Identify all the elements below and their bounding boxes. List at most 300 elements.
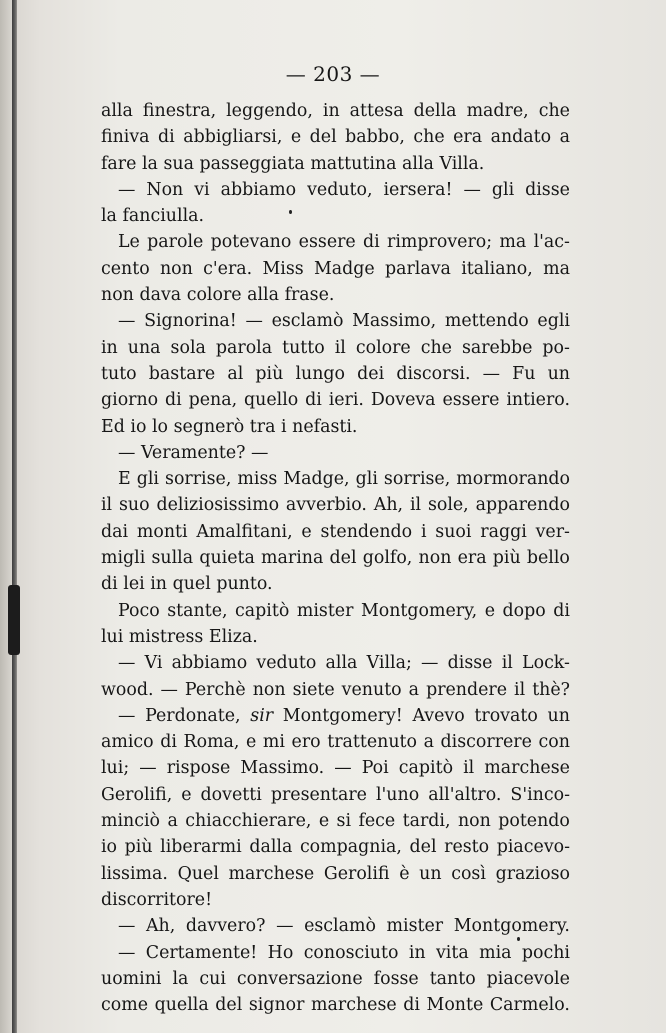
text-line xyxy=(101,203,570,229)
word: mormorando xyxy=(456,469,570,490)
word: sarebbe xyxy=(461,337,533,358)
word: capitò xyxy=(398,758,454,779)
word: quel xyxy=(172,574,211,595)
word: venuto xyxy=(341,679,402,700)
word: lui; xyxy=(101,758,130,779)
word: colore xyxy=(355,337,411,358)
word: punto. xyxy=(216,574,273,595)
word: bello xyxy=(526,548,570,569)
word: sola xyxy=(170,337,206,358)
word: io xyxy=(130,416,147,437)
word: Ho xyxy=(267,942,294,963)
word: dalla xyxy=(249,837,293,858)
word: di xyxy=(158,127,175,148)
word: alla xyxy=(101,101,133,121)
word: sorrise, xyxy=(383,469,451,490)
word: intiero. xyxy=(506,390,570,411)
word: lui xyxy=(101,626,124,647)
word: — xyxy=(421,653,439,674)
word: con xyxy=(538,732,570,753)
word: nefasti. xyxy=(292,416,358,437)
word: come xyxy=(101,995,148,1016)
word: — xyxy=(118,442,136,463)
word: — xyxy=(160,679,178,700)
word: finiva xyxy=(101,127,150,148)
word: Certamente! xyxy=(145,942,258,963)
text-line xyxy=(101,913,570,939)
word: Fu xyxy=(512,363,536,384)
word: non xyxy=(101,285,134,306)
word: del xyxy=(309,127,337,148)
word: trattenuto xyxy=(327,732,418,753)
word: prendere xyxy=(426,679,508,700)
text-line xyxy=(101,861,570,887)
word: a xyxy=(559,127,570,148)
word: mattutina xyxy=(310,153,397,174)
word: i xyxy=(420,521,427,542)
word: era xyxy=(457,548,487,569)
word: fece xyxy=(358,811,396,832)
word: parola xyxy=(215,337,273,358)
text-line xyxy=(101,335,570,361)
word: Monte xyxy=(426,995,484,1016)
word: — xyxy=(118,311,136,332)
text-line xyxy=(101,887,570,913)
word: mister xyxy=(296,600,354,621)
text-line xyxy=(101,624,570,650)
word: veduto, xyxy=(307,179,373,200)
word: — xyxy=(139,758,157,779)
word: fosse xyxy=(373,968,419,989)
word: po- xyxy=(542,337,570,358)
word: fare xyxy=(101,153,137,174)
word: ieri. xyxy=(328,390,364,411)
word: raggi xyxy=(480,521,527,542)
text-line xyxy=(101,440,570,466)
word: minciò xyxy=(101,811,161,832)
word: esclamò xyxy=(304,916,376,937)
word: Veramente? xyxy=(140,442,246,463)
word: Miss xyxy=(262,258,304,279)
word: del xyxy=(409,837,437,858)
word: Montgomery. xyxy=(453,916,570,937)
word: parole xyxy=(147,232,204,253)
word: — xyxy=(118,653,136,674)
word: finestra, xyxy=(142,101,217,121)
word: Le xyxy=(118,232,140,253)
text-line xyxy=(101,834,570,860)
word: del xyxy=(329,548,357,569)
word: rimprovero; xyxy=(387,232,493,253)
word: resto xyxy=(444,837,490,858)
word: potendo xyxy=(498,811,570,832)
word: e xyxy=(301,521,312,542)
word: davvero? xyxy=(185,916,266,937)
word: thè? xyxy=(532,679,570,700)
word: lo xyxy=(152,416,169,437)
word: sulla xyxy=(151,548,194,569)
word: segnerò xyxy=(173,416,245,437)
word: marchese xyxy=(484,758,570,779)
text-line xyxy=(101,308,570,334)
word: discorritore! xyxy=(101,889,213,910)
word: chiacchierare, xyxy=(185,811,312,832)
word: Perchè xyxy=(184,679,246,700)
word: Ed xyxy=(101,416,125,437)
word: deliziosissimo xyxy=(156,495,280,516)
word: mia xyxy=(479,942,512,963)
word: in xyxy=(101,337,118,358)
binding-shadow xyxy=(0,0,12,1033)
word: abbiamo xyxy=(220,179,297,200)
word: Ah, xyxy=(146,916,176,937)
word: potevano xyxy=(210,232,292,253)
word: attesa xyxy=(349,101,404,121)
word: grazioso xyxy=(495,863,570,884)
word: il xyxy=(514,679,526,700)
word: disse xyxy=(447,653,493,674)
word: suoi xyxy=(435,521,472,542)
text-line xyxy=(101,492,570,518)
word: di xyxy=(165,390,182,411)
word: sir xyxy=(250,705,274,726)
word: suo xyxy=(118,495,150,516)
word: Avevo xyxy=(412,705,465,726)
word: di xyxy=(403,995,420,1016)
word: ero xyxy=(291,732,321,753)
word: sua xyxy=(163,153,194,174)
word: quieta xyxy=(199,548,255,569)
word: signor xyxy=(248,995,305,1016)
word: bastare xyxy=(148,363,216,384)
word: compagnia, xyxy=(299,837,402,858)
word: essere xyxy=(298,232,356,253)
word: la xyxy=(101,206,117,227)
text-line xyxy=(101,940,570,966)
word: dovetti xyxy=(200,784,262,805)
word: in xyxy=(322,101,340,121)
binding-edge xyxy=(12,0,17,1033)
word: lei xyxy=(123,574,145,595)
word: tutto xyxy=(282,337,325,358)
word: Massimo. xyxy=(240,758,325,779)
word: mi xyxy=(262,732,285,753)
word: Gerolifi xyxy=(323,863,390,884)
word: Poco xyxy=(118,600,160,621)
text-line xyxy=(101,571,570,597)
word: si xyxy=(336,811,352,832)
word: al xyxy=(227,363,244,384)
word: marchese xyxy=(311,995,397,1016)
word: amico xyxy=(101,732,154,753)
word: golfo, xyxy=(362,548,413,569)
word: alla xyxy=(402,153,434,174)
word: non xyxy=(457,811,491,832)
word: Gerolifi, xyxy=(101,784,173,805)
word: stendendo xyxy=(320,521,413,542)
word: più xyxy=(492,548,521,569)
word: avverbio. xyxy=(285,495,367,516)
word: all'altro. xyxy=(428,784,502,805)
word: Villa; xyxy=(366,653,412,674)
word: mistress xyxy=(128,626,204,647)
word: gli xyxy=(491,179,515,200)
word: e xyxy=(181,784,192,805)
word: la xyxy=(172,968,189,989)
text-line xyxy=(101,966,570,992)
word: — xyxy=(118,916,136,937)
word: capitò xyxy=(235,600,290,621)
word: giorno xyxy=(101,390,159,411)
word: — xyxy=(118,179,136,200)
text-line xyxy=(101,729,570,755)
word: quello xyxy=(244,390,299,411)
word: andato xyxy=(490,127,552,148)
word: non xyxy=(159,258,193,279)
word: il xyxy=(501,653,513,674)
text-line xyxy=(101,703,570,729)
text-line xyxy=(101,361,570,387)
word: Non xyxy=(146,179,184,200)
word: essere xyxy=(442,390,500,411)
word: abbiamo xyxy=(171,653,248,674)
body-text xyxy=(101,98,570,1018)
text-line xyxy=(101,256,570,282)
word: Montgomery, xyxy=(360,600,478,621)
text-line xyxy=(101,808,570,834)
word: non xyxy=(252,679,286,700)
word: e xyxy=(318,811,330,832)
page-number: — 203 — xyxy=(285,62,381,86)
word: iersera! xyxy=(383,179,453,200)
word: babbo, xyxy=(345,127,405,148)
text-line xyxy=(101,519,570,545)
word: dai xyxy=(101,521,129,542)
word: la xyxy=(141,153,158,174)
word: lissima. xyxy=(101,863,168,884)
word: fanciulla. xyxy=(122,206,205,227)
word: a xyxy=(423,732,434,753)
word: così xyxy=(451,863,486,884)
word: S'inco- xyxy=(510,784,570,805)
word: alla xyxy=(247,285,279,306)
ink-speck xyxy=(517,937,520,941)
text-line xyxy=(101,387,570,413)
word: sole, xyxy=(427,495,469,516)
word: ma xyxy=(543,258,570,279)
word: di xyxy=(305,390,322,411)
word: gli xyxy=(355,469,378,490)
word: colore xyxy=(186,285,242,306)
word: Madge, xyxy=(283,469,350,490)
word: lungo xyxy=(295,363,346,384)
word: sorrise, xyxy=(165,469,232,490)
word: non xyxy=(418,548,452,569)
word: dava xyxy=(139,285,182,306)
word: Quel xyxy=(177,863,219,884)
word: discorsi. xyxy=(396,363,471,384)
word: parlava xyxy=(384,258,451,279)
word: — xyxy=(276,916,294,937)
word: marchese xyxy=(228,863,315,884)
word: piacevole xyxy=(486,968,570,989)
word: a xyxy=(408,679,420,700)
word: stante, xyxy=(167,600,228,621)
word: frase. xyxy=(284,285,335,306)
text-line xyxy=(101,782,570,808)
word: madre, xyxy=(466,101,529,121)
word: mister xyxy=(386,916,444,937)
word: che xyxy=(538,101,570,121)
word: cento xyxy=(101,258,150,279)
word: del xyxy=(215,995,243,1016)
word: pena, xyxy=(188,390,238,411)
word: Eliza. xyxy=(208,626,258,647)
word: alla xyxy=(325,653,358,674)
word: Perdonate, xyxy=(145,705,241,726)
word: più xyxy=(124,837,153,858)
word: Lock- xyxy=(522,653,570,674)
word: l'ac- xyxy=(533,232,570,253)
word: Vi xyxy=(144,653,163,674)
word: Villa. xyxy=(439,153,485,174)
word: il xyxy=(409,495,422,516)
word: Montgomery! xyxy=(282,705,403,726)
word: il xyxy=(334,337,346,358)
word: i xyxy=(281,416,287,437)
word: rispose xyxy=(166,758,231,779)
word: — xyxy=(482,363,501,384)
word: vita xyxy=(435,942,469,963)
word: che xyxy=(413,127,445,148)
word: di xyxy=(363,232,380,253)
word: pochi xyxy=(521,942,570,963)
word: conversazione xyxy=(236,968,363,989)
word: c'era. xyxy=(203,258,253,279)
word: gli xyxy=(136,469,159,490)
word: Madge xyxy=(313,258,375,279)
word: della xyxy=(413,101,457,121)
word: — xyxy=(463,179,481,200)
word: ma xyxy=(499,232,527,253)
word: dei xyxy=(357,363,385,384)
word: — xyxy=(245,311,263,332)
text-line xyxy=(101,98,570,124)
text-line xyxy=(101,992,570,1018)
word: Amalfitani, xyxy=(196,521,293,542)
word: — xyxy=(251,442,269,463)
word: di xyxy=(553,600,570,621)
word: cui xyxy=(199,968,226,989)
word: quella xyxy=(154,995,209,1016)
word: che xyxy=(420,337,452,358)
word: siete xyxy=(292,679,335,700)
word: conosciuto xyxy=(303,942,399,963)
word: più xyxy=(255,363,284,384)
word: trovato xyxy=(474,705,538,726)
word: egli xyxy=(537,311,570,332)
word: Ah, xyxy=(373,495,404,516)
word: un xyxy=(419,863,442,884)
word: italiano, xyxy=(461,258,533,279)
word: Signorina! xyxy=(144,311,237,332)
word: disse xyxy=(525,179,570,200)
word: miss xyxy=(237,469,278,490)
word: marina xyxy=(261,548,324,569)
word: e xyxy=(484,600,495,621)
word: presentare xyxy=(270,784,367,805)
word: uomini xyxy=(101,968,162,989)
text-line xyxy=(101,229,570,255)
word: tanto xyxy=(429,968,476,989)
text-line xyxy=(101,177,570,203)
text-line xyxy=(101,414,570,440)
text-line xyxy=(101,598,570,624)
word: liberarmi xyxy=(160,837,242,858)
word: vi xyxy=(194,179,210,200)
word: esclamò xyxy=(271,311,344,332)
word: dopo xyxy=(502,600,546,621)
word: passeggiata xyxy=(199,153,305,174)
word: di xyxy=(101,574,118,595)
word: wood. xyxy=(101,679,154,700)
word: discorrere xyxy=(440,732,532,753)
word: e xyxy=(290,127,302,148)
word: è xyxy=(399,863,410,884)
binding-mark xyxy=(8,585,20,655)
word: una xyxy=(127,337,161,358)
word: l'uno xyxy=(375,784,420,805)
word: ver- xyxy=(535,521,570,542)
word: migli xyxy=(101,548,146,569)
word: — xyxy=(334,758,352,779)
word: piacevo- xyxy=(496,837,570,858)
word: Carmelo. xyxy=(489,995,570,1016)
word: era xyxy=(453,127,483,148)
word: leggendo, xyxy=(226,101,313,121)
word: apparendo xyxy=(475,495,570,516)
text-line xyxy=(101,755,570,781)
word: un xyxy=(547,363,570,384)
word: in xyxy=(408,942,426,963)
word: il xyxy=(101,495,113,516)
word: Doveva xyxy=(370,390,436,411)
word: in xyxy=(150,574,168,595)
text-line xyxy=(101,677,570,703)
text-line xyxy=(101,151,570,177)
word: veduto xyxy=(256,653,317,674)
word: monti xyxy=(136,521,188,542)
word: E xyxy=(118,469,131,490)
ink-speck xyxy=(289,210,292,214)
word: mettendo xyxy=(444,311,529,332)
word: e xyxy=(246,732,257,753)
word: il xyxy=(463,758,475,779)
text-line xyxy=(101,545,570,571)
word: tra xyxy=(249,416,276,437)
word: un xyxy=(547,705,570,726)
word: tardi, xyxy=(402,811,451,832)
word: tuto xyxy=(101,363,137,384)
word: — xyxy=(118,705,136,726)
text-line xyxy=(101,650,570,676)
text-line xyxy=(101,124,570,150)
text-line xyxy=(101,466,570,492)
word: Poi xyxy=(361,758,389,779)
word: — xyxy=(118,942,136,963)
word: io xyxy=(101,837,118,858)
word: Roma, xyxy=(183,732,240,753)
